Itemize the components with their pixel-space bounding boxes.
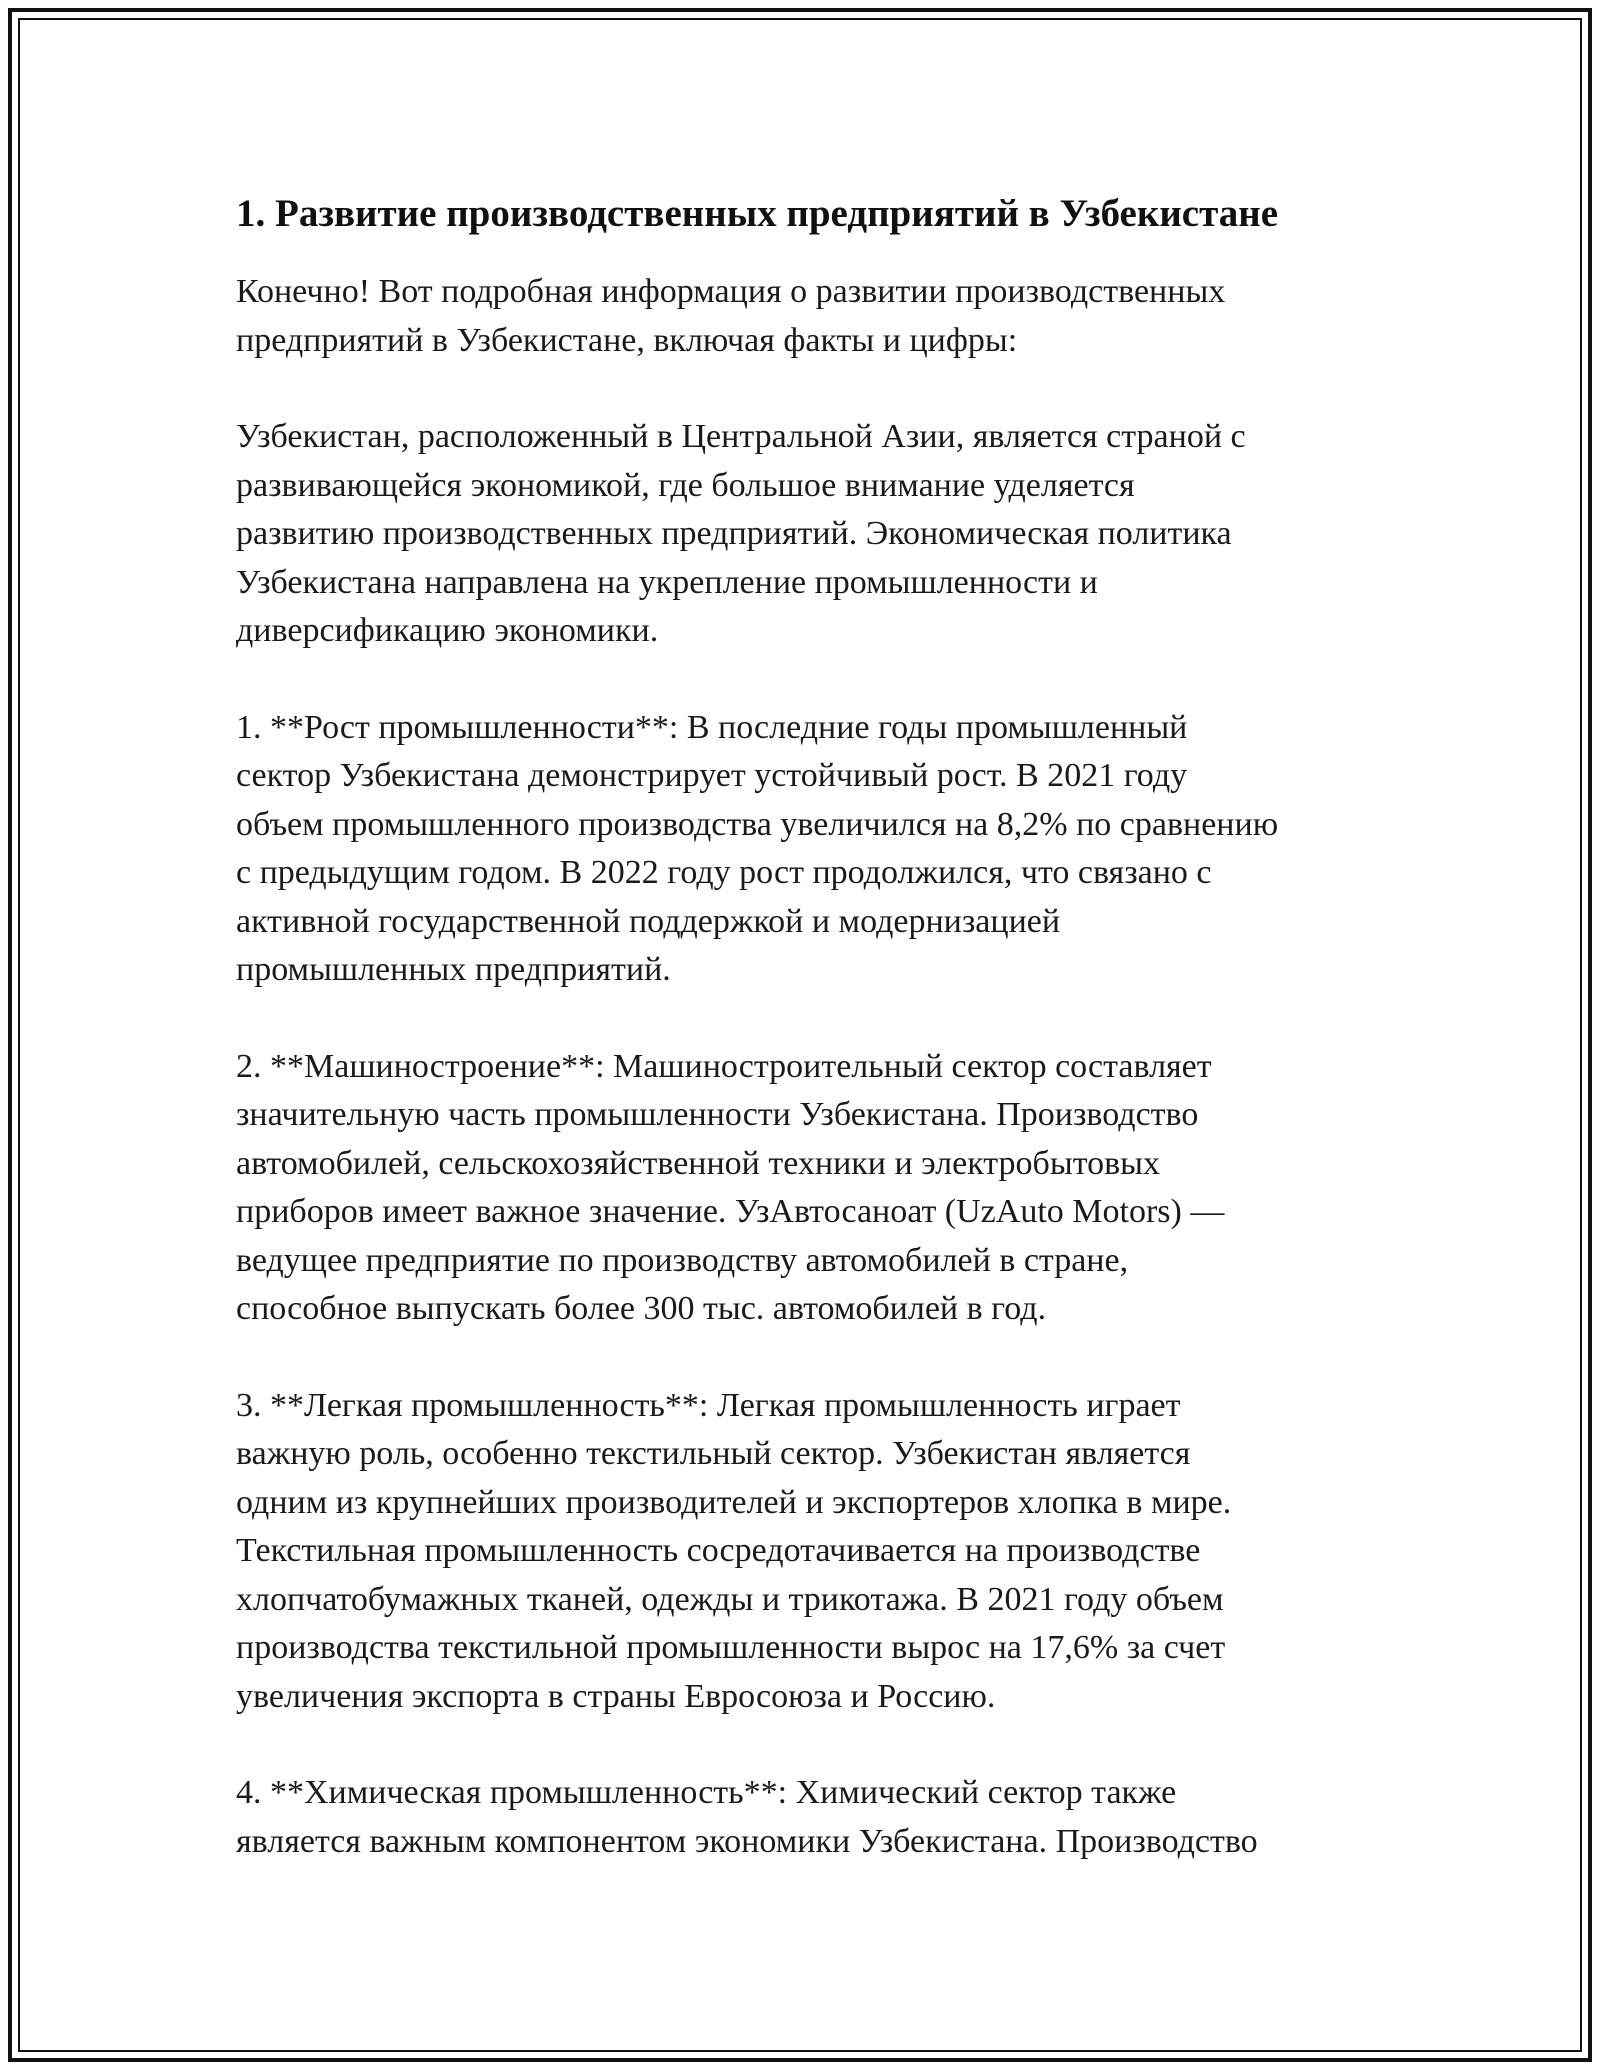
- text-line: объем промышленного производства увеличился на 8,2% по сравнению: [236, 805, 1279, 843]
- text-line: Узбекистана направлена на укрепление промышленности и: [236, 563, 1098, 601]
- text-line: 1. **Рост промышленности**: В последние годы промышленный: [236, 708, 1188, 746]
- text-line: важную роль, особенно текстильный сектор. Узбекистан является: [236, 1435, 1191, 1472]
- text-line: увеличения экспорта в страны Евросоюза и Россию.: [236, 1677, 996, 1715]
- text-line: предприятий в Узбекистане, включая факты и цифры:: [236, 321, 1018, 359]
- text-line: Текстильная промышленность сосредотачивается на производстве: [236, 1532, 1201, 1569]
- text-line: хлопчатобумажных тканей, одежды и трикотажа. В 2021 году объем: [236, 1580, 1224, 1618]
- text-line: 2. **Машиностроение**: Машиностроительный сектор составляет: [236, 1047, 1212, 1085]
- document-page: [236, 186, 1376, 1914]
- document-heading: 1. Развитие производственных предприятий в Узбекистане: [236, 192, 1279, 235]
- text-line: ведущее предприятие по производству автомобилей в стране,: [236, 1241, 1129, 1279]
- paragraph-light-industry: [236, 1382, 1376, 1722]
- text-line: сектор Узбекистана демонстрирует устойчивый рост. В 2021 году: [236, 757, 1188, 794]
- text-line: приборов имеет важное значение. УзАвтосаноат (UzAuto Motors) —: [236, 1193, 1225, 1230]
- text-line: диверсификацию экономики.: [236, 612, 659, 649]
- paragraph-machine-building: [236, 1043, 1376, 1334]
- text-line: активной государственной поддержкой и модернизацией: [236, 902, 1061, 940]
- text-line: развивающейся экономикой, где большое внимание уделяется: [236, 466, 1135, 504]
- text-line: способное выпускать более 300 тыс. автомобилей в год.: [236, 1290, 1047, 1327]
- paragraph-chemical-industry: [236, 1769, 1376, 1866]
- text-line: является важным компонентом экономики Узбекистана. Производство: [236, 1822, 1258, 1860]
- text-line: промышленных предприятий.: [236, 951, 671, 988]
- paragraph-industry-growth: [236, 704, 1376, 995]
- text-line: значительную часть промышленности Узбекистана. Производство: [236, 1096, 1199, 1133]
- text-line: автомобилей, сельскохозяйственной техники и электробытовых: [236, 1144, 1161, 1182]
- text-line: производства текстильной промышленности вырос на 17,6% за счет: [236, 1629, 1226, 1666]
- text-line: 4. **Химическая промышленность**: Химический сектор также: [236, 1774, 1177, 1811]
- paragraph-overview: [236, 413, 1376, 656]
- text-line: Узбекистан, расположенный в Центральной Азии, является страной с: [236, 418, 1246, 455]
- text-line: 3. **Легкая промышленность**: Легкая промышленность играет: [236, 1386, 1181, 1424]
- text-line: Конечно! Вот подробная информация о развитии производственных: [236, 273, 1226, 310]
- text-line: с предыдущим годом. В 2022 году рост продолжился, что связано с: [236, 854, 1212, 891]
- text-line: развитию производственных предприятий. Экономическая политика: [236, 515, 1232, 552]
- paragraph-intro: [236, 268, 1376, 365]
- text-line: одним из крупнейших производителей и экспортеров хлопка в мире.: [236, 1483, 1232, 1521]
